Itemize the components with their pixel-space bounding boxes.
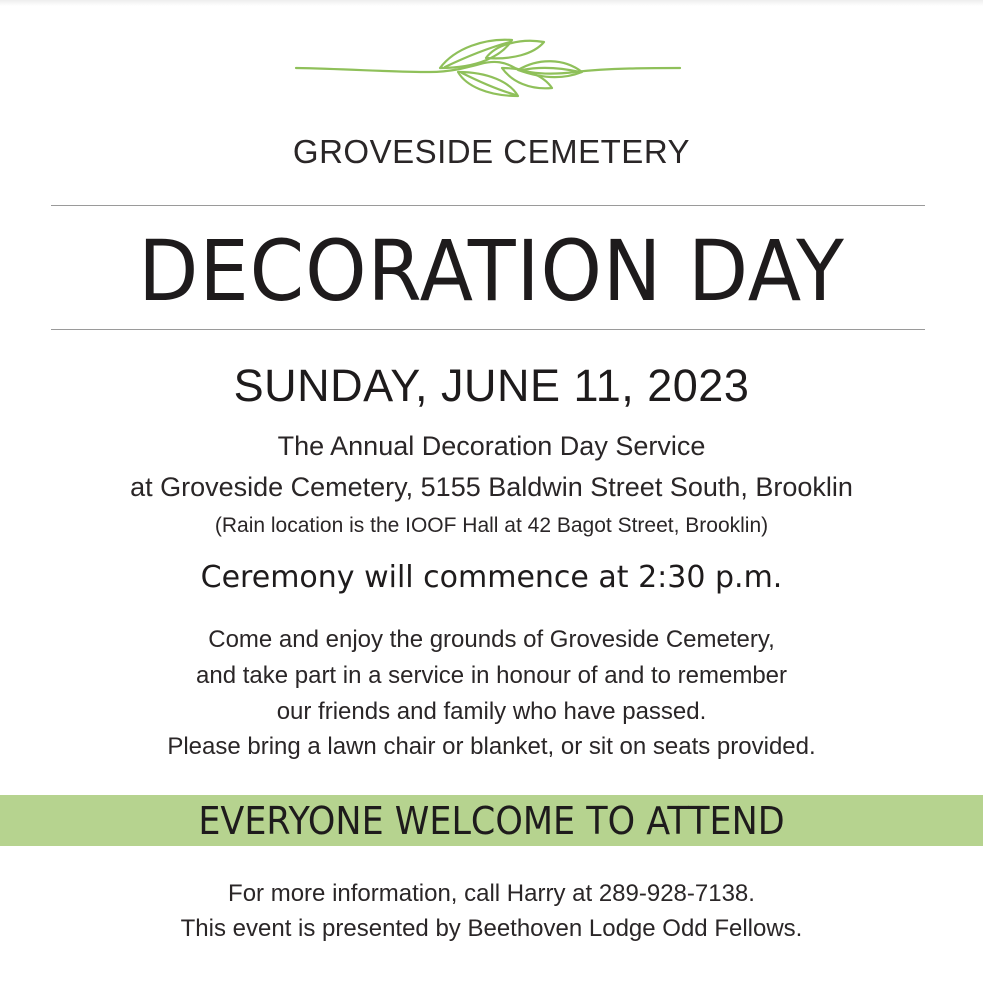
welcome-banner bbox=[0, 795, 983, 846]
cemetery-name: GROVESIDE CEMETERY bbox=[292, 133, 691, 170]
welcome-banner-text: EVERYONE WELCOME TO ATTEND bbox=[198, 799, 785, 843]
leaf-vine-ornament-icon bbox=[290, 34, 685, 104]
description-line-2: and take part in a service in honour of and to remember bbox=[196, 662, 787, 689]
top-edge-shade bbox=[0, 0, 983, 6]
event-date: SUNDAY, JUNE 11, 2023 bbox=[233, 360, 750, 411]
title-divider-bottom bbox=[51, 329, 925, 330]
event-title: DECORATION DAY bbox=[138, 222, 845, 320]
ceremony-time: Ceremony will commence at 2:30 p.m. bbox=[200, 560, 783, 595]
presenter-credit: This event is presented by Beethoven Lodge Odd Fellows. bbox=[180, 915, 803, 942]
contact-info: For more information, call Harry at 289-928-7138. bbox=[228, 880, 755, 907]
service-location: at Groveside Cemetery, 5155 Baldwin Street South, Brooklin bbox=[130, 472, 853, 502]
description-line-4: Please bring a lawn chair or blanket, or sit on seats provided. bbox=[167, 733, 816, 760]
rain-location-note: (Rain location is the IOOF Hall at 42 Bagot Street, Brooklin) bbox=[214, 514, 769, 537]
service-description-line-1: The Annual Decoration Day Service bbox=[277, 431, 706, 461]
title-divider-top bbox=[51, 205, 925, 206]
description-line-1: Come and enjoy the grounds of Groveside Cemetery, bbox=[208, 626, 775, 653]
description-line-3: our friends and family who have passed. bbox=[276, 698, 707, 725]
